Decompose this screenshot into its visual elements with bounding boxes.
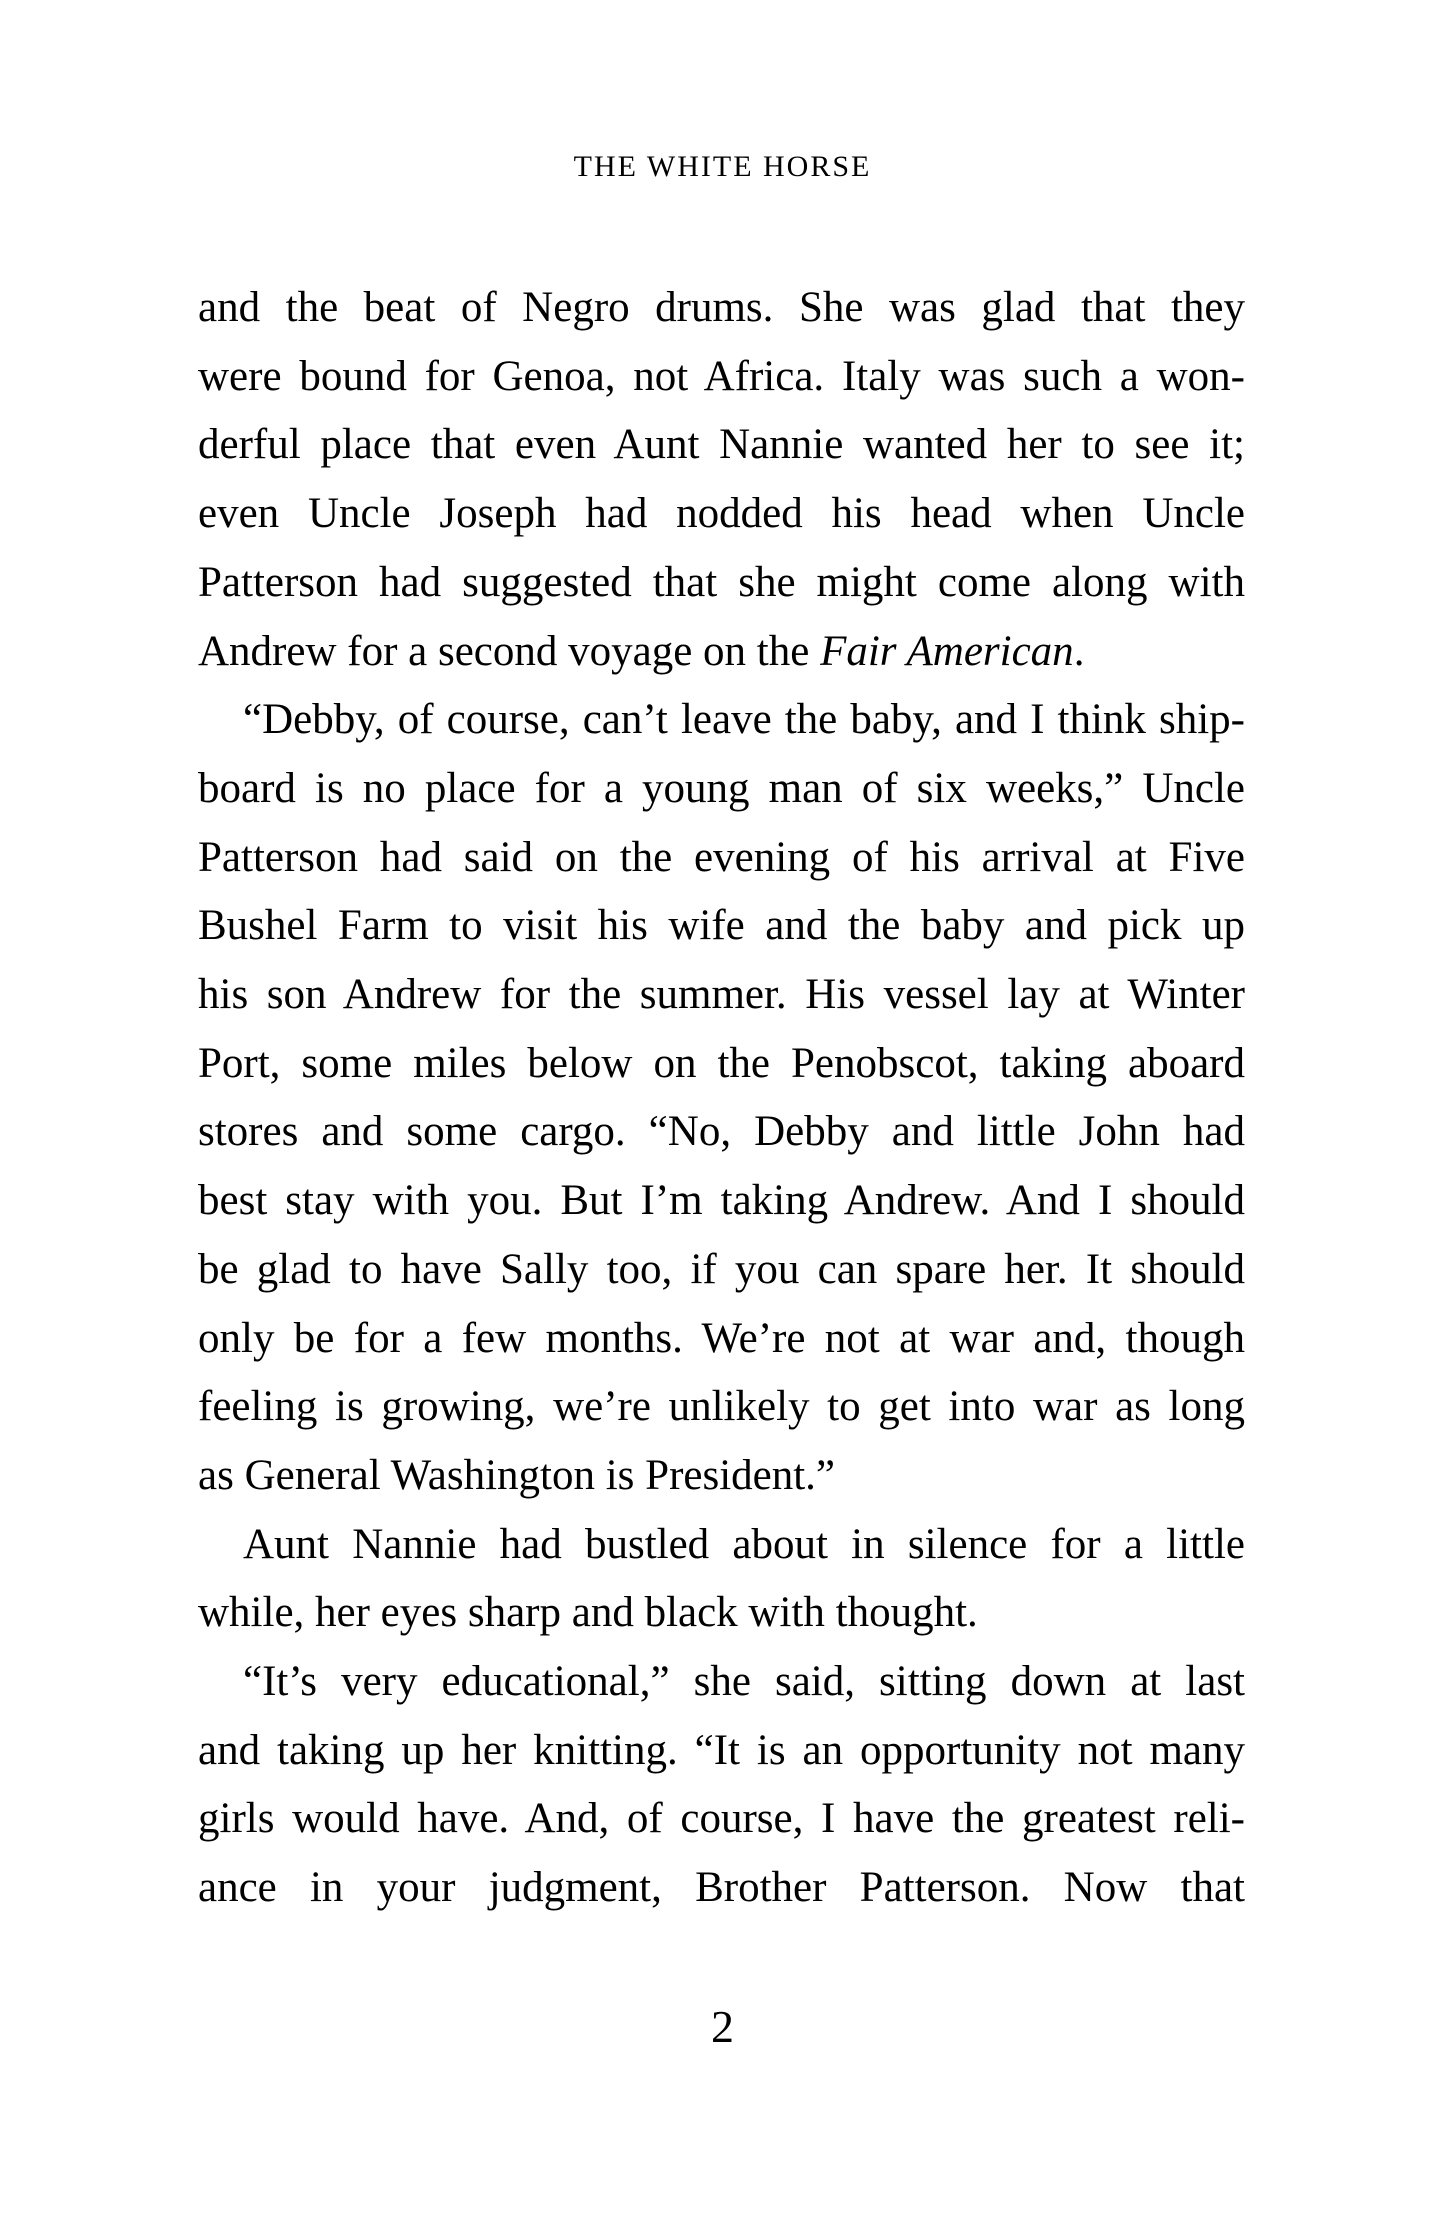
text-line: only be for a few months. We’re not at war and, though [198, 1314, 1245, 1362]
page-number: 2 [711, 2001, 734, 2052]
text-line: while, her eyes sharp and black with thought. [198, 1589, 978, 1637]
text-line: Patterson had said on the evening of his arrival at Five [198, 833, 1245, 881]
text-line: Patterson had suggested that she might come along with [198, 558, 1245, 606]
text-line [198, 618, 1245, 687]
text-line: stores and some cargo. “No, Debby and little John had [198, 1108, 1245, 1156]
text-line: be glad to have Sally too, if you can spare her. It should [198, 1245, 1245, 1293]
text-segment: . [1073, 627, 1085, 675]
ship-name-italic: Fair American [820, 627, 1074, 675]
text-segment: Andrew for a second voyage on the [198, 627, 821, 675]
text-line: best stay with you. But I’m taking Andrew. And I should [198, 1177, 1245, 1225]
text-line: derful place that even Aunt Nannie wanted her to see it; [198, 421, 1245, 469]
text-line: as General Washington is President.” [198, 1451, 836, 1499]
text-line: his son Andrew for the summer. His vessel lay at Winter [198, 971, 1245, 1019]
text-line: feeling is growing, we’re unlikely to get into war as long [198, 1383, 1245, 1431]
text-line: Bushel Farm to visit his wife and the baby and pick up [198, 902, 1245, 950]
text-line: Aunt Nannie had bustled about in silence for a little [243, 1520, 1245, 1568]
text-line: ance in your judgment, Brother Patterson. Now that [198, 1864, 1245, 1912]
text-line: even Uncle Joseph had nodded his head when Uncle [198, 490, 1245, 538]
text-block [198, 274, 1245, 1923]
text-line: and the beat of Negro drums. She was glad that they [198, 284, 1245, 331]
text-line: “It’s very educational,” she said, sitting down at last [243, 1658, 1245, 1706]
text-line: board is no place for a young man of six weeks,” Uncle [198, 764, 1245, 812]
text-line: girls would have. And, of course, I have the greatest reli- [198, 1795, 1245, 1843]
text-line: Port, some miles below on the Penobscot, taking aboard [198, 1039, 1245, 1087]
text-line: were bound for Genoa, not Africa. Italy was such a won- [198, 352, 1245, 400]
text-line: “Debby, of course, can’t leave the baby, and I think ship- [243, 696, 1245, 744]
running-head: THE WHITE HORSE [573, 150, 872, 183]
text-line: and taking up her knitting. “It is an opportunity not many [198, 1726, 1245, 1774]
